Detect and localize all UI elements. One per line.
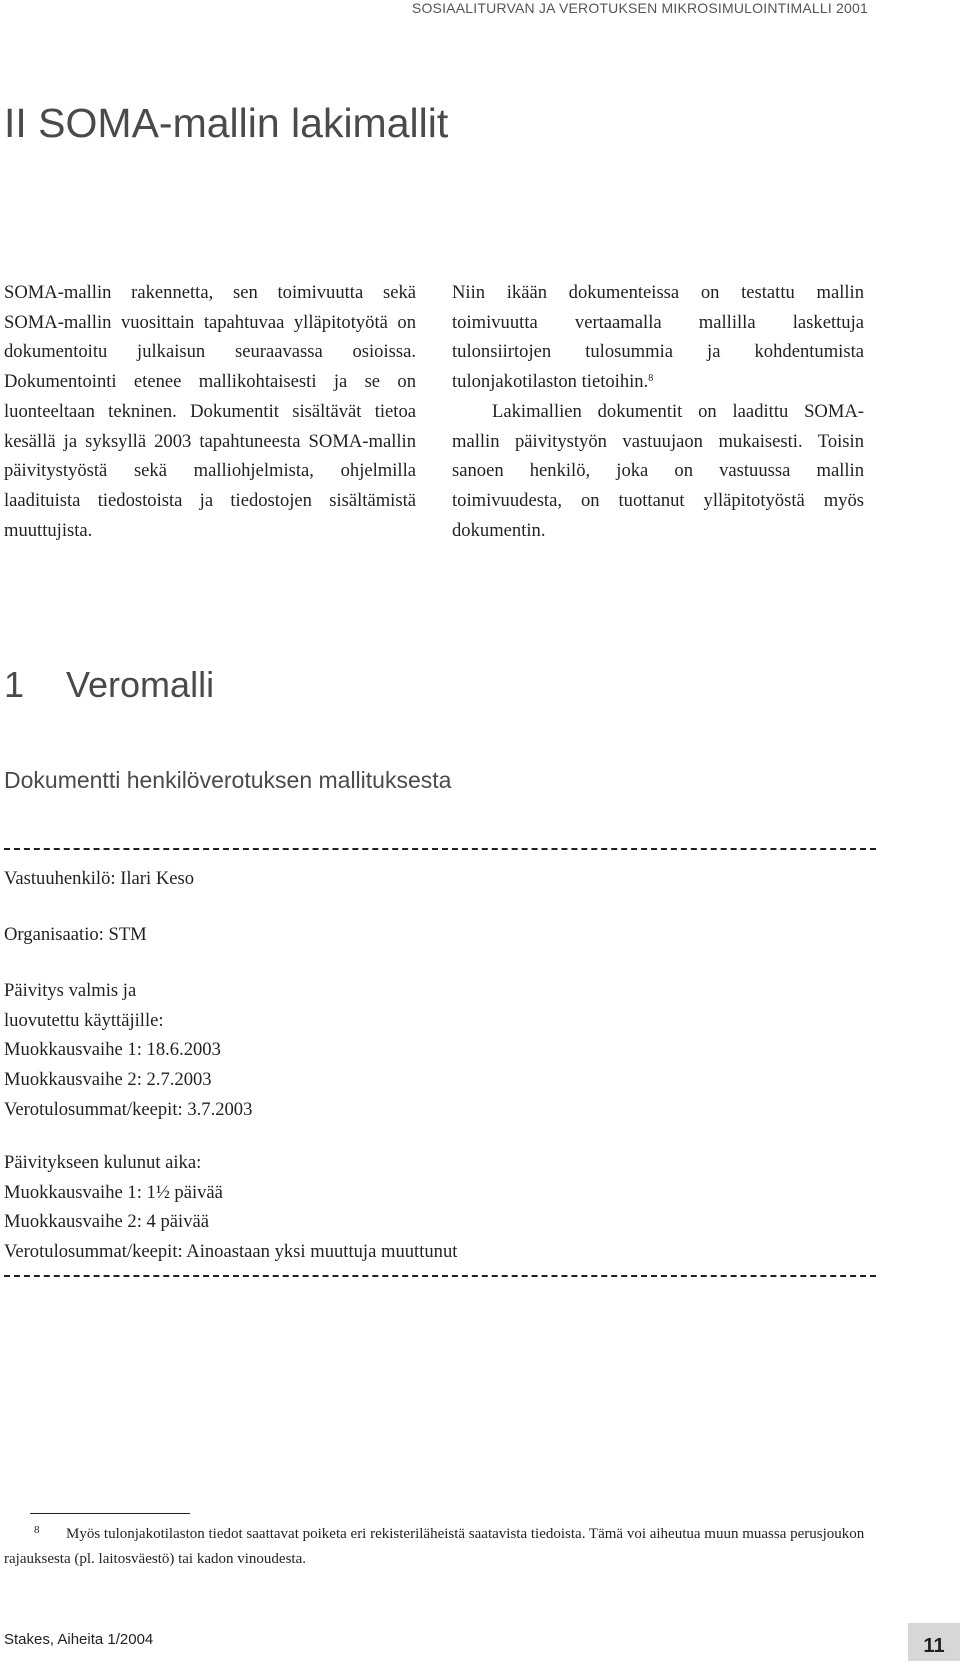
intro-right-column [452,278,864,545]
info-box-top-divider [4,848,876,850]
footnote-rule [30,1513,190,1514]
intro-right-paragraph-1 [452,278,864,397]
time-used-line: Päivitykseen kulunut aika: [4,1152,202,1173]
update-ready-line: Muokkausvaihe 2: 2.7.2003 [4,1069,212,1091]
responsible-line: Vastuuhenkilö: Ilari Keso [4,868,195,889]
footnote: 8 Myös tulonjakotilaston tiedot saattavat poiketa eri rekisteriläheistä saatavista tiedoista. Tämä voi aiheutua muun muassa perusjoukon rajauksesta (pl. laitosväestö) tai kadon vinoudesta. [4,1524,865,1567]
running-header: SOSIAALITURVAN JA VEROTUKSEN MIKROSIMULOINTIMALLI 2001 [411,0,868,16]
update-ready-line: Päivitys valmis ja [4,980,137,1001]
update-ready-line: Verotulosummat/keepit: 3.7.2003 [4,1098,253,1120]
intro-left-paragraph: SOMA-mallin rakennetta, sen toimivuutta sekä SOMA-mallin vuosittain tapahtuvaa ylläpitotyötä on dokumentoitu julkaisun seuraavassa osioissa. Dokumentointi etenee mallikohtaisesti ja se on luonteeltaan tekninen. Dokumentit sisältävät tietoa kesällä ja syksyllä 2003 tapahtuneesta SOMA-mallin päivitystyöstä sekä malliohjelmista, ohjelmilla laadituista tiedostoista ja tiedostojen sisältämistä muuttujista. [4,282,416,541]
chapter-title: II SOMA-mallin lakimallit [4,100,449,146]
update-ready-line: luovutettu käyttäjille: [4,1009,164,1031]
update-ready-block [4,976,252,1125]
info-box-bottom-divider [4,1275,876,1277]
footnote-text: Myös tulonjakotilaston tiedot saattavat poiketa eri rekisteriläheistä saatavista tiedoista. Tämä voi aiheutua muun muassa perusjoukon rajauksesta (pl. laitosväestö) tai kadon vinoudesta. [4,1526,865,1567]
section-subtitle: Dokumentti henkilöverotuksen mallituksesta [4,767,452,793]
time-used-line: Verotulosummat/keepit: Ainoastaan yksi muuttuja muuttunut [4,1241,458,1263]
update-ready-line: Muokkausvaihe 1: 18.6.2003 [4,1039,221,1061]
section-number: 1 [4,664,25,705]
section-heading [4,664,214,706]
responsible-person [4,864,194,894]
organisation-line: Organisaatio: STM [4,924,147,945]
footer-publication: Stakes, Aiheita 1/2004 [4,1631,154,1648]
page-number: 11 [908,1623,960,1661]
organisation [4,920,147,950]
section-title: Veromalli [66,664,215,705]
intro-right-paragraph-1-text: Niin ikään dokumenteissa on testattu mallin toimivuutta vertaamalla mallilla laskettuja tulonsiirtojen tulosummia ja kohdentumista tulonjakotilaston tietoihin. [452,282,864,393]
intro-left-column [4,278,416,545]
footnote-reference[interactable]: 8 [648,373,654,385]
time-used-line: Muokkausvaihe 1: 1½ päivää [4,1181,223,1203]
intro-right-paragraph-2: Lakimallien dokumentit on laadittu SOMA-mallin päivitystyön vastuujaon mukaisesti. Toisin sanoen henkilö, joka on vastuussa mallin toimivuudesta, on tuottanut ylläpitotyöstä myös dokumentin. [452,400,864,541]
time-used-line: Muokkausvaihe 2: 4 päivää [4,1211,209,1233]
time-used-block [4,1148,457,1267]
